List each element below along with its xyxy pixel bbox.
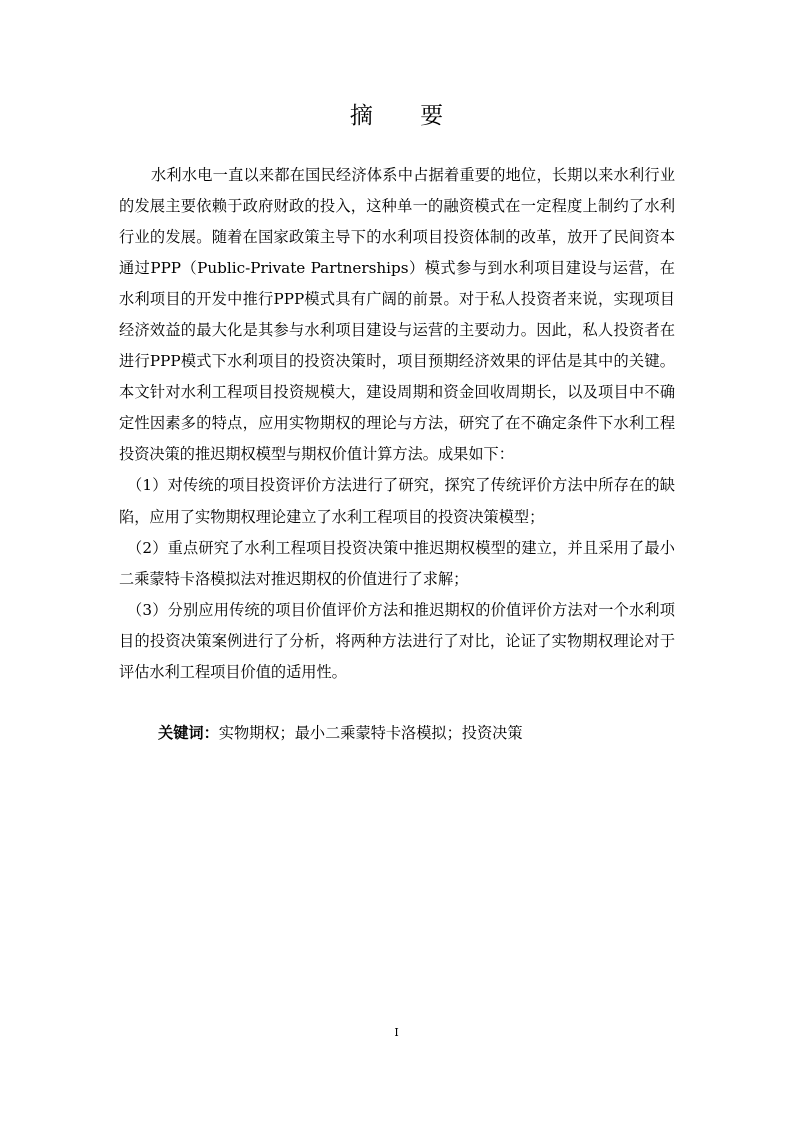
abstract-result-3: （3）分别应用传统的项目价值评价方法和推迟期权的价值评价方法对一个水利项目的投资决策案例进行了分析，将两种方法进行了对比，论证了实物期权理论对于评估水利工程项目价值的适用性。 [119, 600, 675, 681]
keywords-label: 关键词： [158, 724, 219, 742]
abstract-body [119, 160, 675, 688]
abstract-title: 摘 要 [349, 103, 464, 129]
abstract-result-1: （1）对传统的项目投资评价方法进行了研究，探究了传统评价方法中所存在的缺陷，应用了实物期权理论建立了水利工程项目的投资决策模型； [119, 476, 675, 526]
keywords-value: 实物期权；最小二乘蒙特卡洛模拟；投资决策 [218, 724, 523, 742]
page-number: I [394, 1026, 399, 1039]
abstract-paragraph-intro: 水利水电一直以来都在国民经济体系中占据着重要的地位，长期以来水利行业的发展主要依赖于政府财政的投入，这种单一的融资模式在一定程度上制约了水利行业的发展。随着在国家政策主导下的水利项目投资体制的改革，放开了民间资本通过PPP（Public-Private Partnerships）模式参与到水利项目建设与运营，在水利项目的开发中推行PPP模式具有广阔的前景。对于私人投资者来说，实现项目经济效益的最大化是其参与水利项目建设与运营的主要动力。因此，私人投资者在进行PPP模式下水利项目的投资决策时，项目预期经济效果的评估是其中的关键。本文针对水利工程项目投资规模大，建设周期和资金回收周期长，以及项目中不确定性因素多的特点，应用实物期权的理论与方法，研究了在不确定条件下水利工程投资决策的推迟期权模型与期权价值计算方法。成果如下： [119, 166, 675, 464]
abstract-result-2: （2）重点研究了水利工程项目投资决策中推迟期权模型的建立，并且采用了最小二乘蒙特卡洛模拟法对推迟期权的价值进行了求解； [119, 538, 675, 588]
keywords-line [158, 721, 523, 745]
